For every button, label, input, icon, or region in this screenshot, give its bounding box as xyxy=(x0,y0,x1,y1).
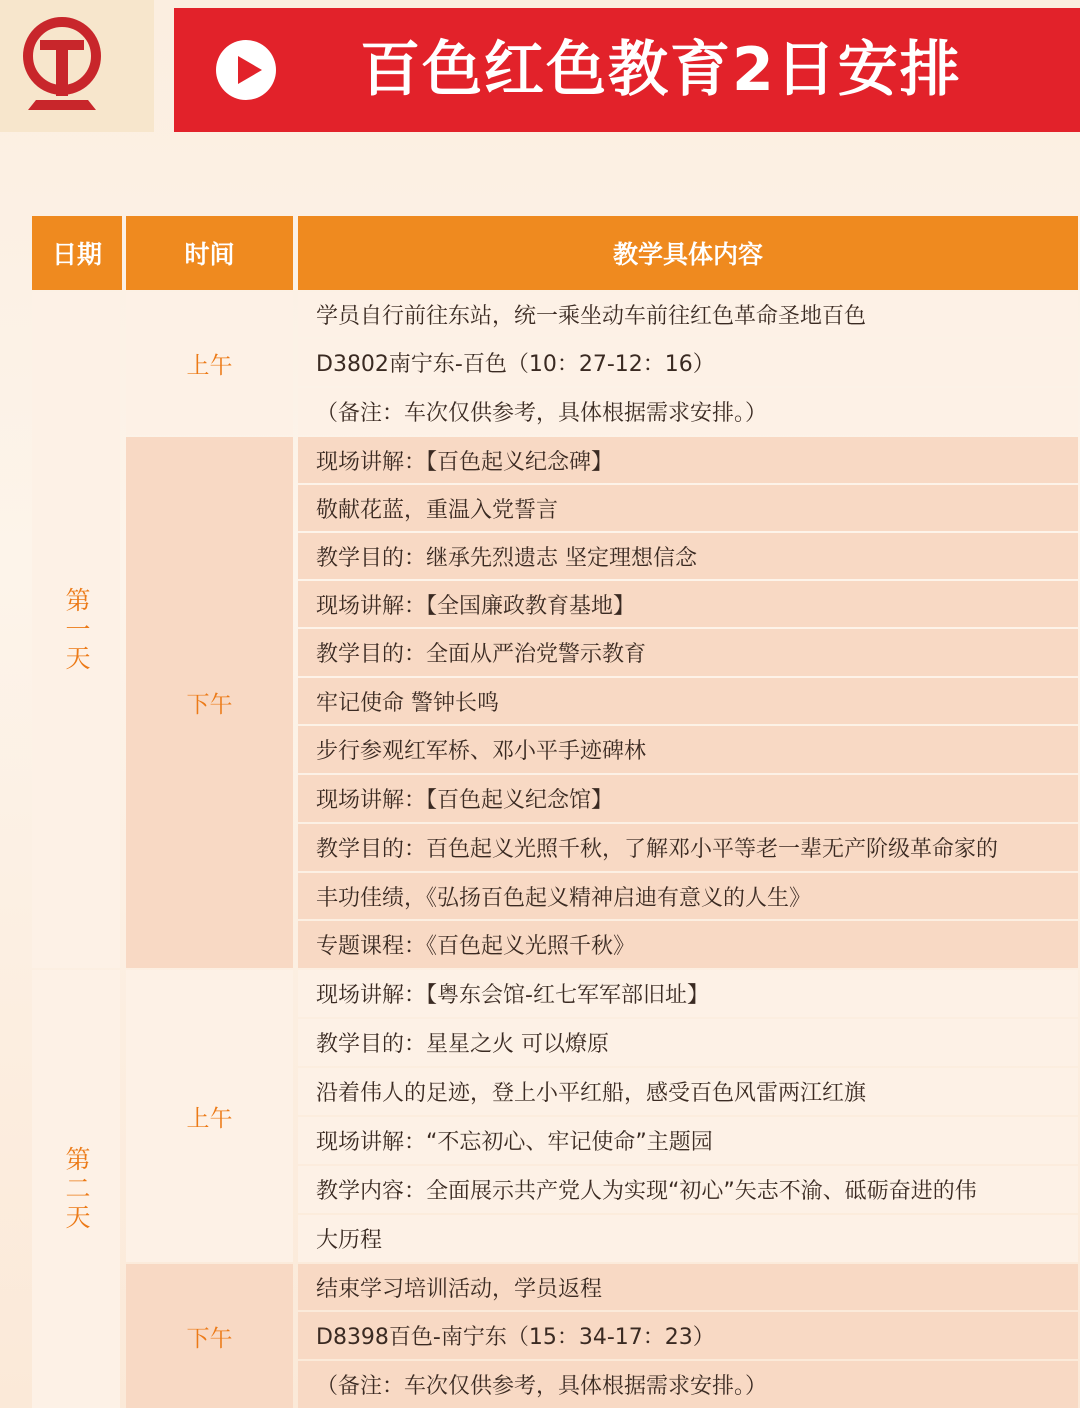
content-row: 现场讲解：“不忘初心、牢记使命”主题园 xyxy=(298,1117,1078,1164)
day-2-cell xyxy=(32,970,120,1408)
header-content: 教学具体内容 xyxy=(298,216,1078,290)
header-date: 日期 xyxy=(32,216,122,290)
content-row: 教学目的：百色起义光照千秋，了解邓小平等老一辈无产阶级革命家的 xyxy=(298,824,1078,871)
content-row: 敬献花蓝，重温入党誓言 xyxy=(298,485,1078,531)
content-row: 现场讲解：【百色起义纪念馆】 xyxy=(298,775,1078,822)
content-row: 现场讲解：【粤东会馆-红七军军部旧址】 xyxy=(298,970,1078,1017)
day-1-label: 第一天 xyxy=(62,586,91,674)
header-time: 时间 xyxy=(126,216,293,290)
period-label: 上午 xyxy=(186,1105,233,1132)
content-row: 牢记使命 警钟长鸣 xyxy=(298,678,1078,724)
logo-area xyxy=(0,0,154,132)
period-label: 下午 xyxy=(186,692,233,718)
schedule-table xyxy=(32,216,1078,1408)
content-row: 沿着伟人的足迹，登上小平红船，感受百色风雷两江红旗 xyxy=(298,1068,1078,1115)
content-row: （备注：车次仅供参考，具体根据需求安排。） xyxy=(298,1361,1078,1408)
content-row: 步行参观红军桥、邓小平手迹碑林 xyxy=(298,726,1078,773)
play-icon xyxy=(216,40,276,100)
period-label: 上午 xyxy=(186,353,233,379)
content-row: 丰功佳绩，《弘扬百色起义精神启迪有意义的人生》 xyxy=(298,873,1078,919)
day-1-afternoon-cell xyxy=(126,437,293,968)
period-label: 下午 xyxy=(186,1325,233,1352)
content-row: 学员自行前往东站，统一乘坐动车前往红色革命圣地百色 xyxy=(298,292,1078,337)
day-2-afternoon-cell xyxy=(126,1264,293,1408)
content-row: 教学目的：全面从严治党警示教育 xyxy=(298,629,1078,676)
day-1-morning-cell xyxy=(126,292,293,435)
title-banner xyxy=(174,8,1080,132)
railway-logo-icon xyxy=(18,16,106,114)
content-row: 专题课程：《百色起义光照千秋》 xyxy=(298,921,1078,968)
content-row: 大历程 xyxy=(298,1215,1078,1262)
content-row: 现场讲解：【全国廉政教育基地】 xyxy=(298,581,1078,627)
content-row: 教学目的：星星之火 可以燎原 xyxy=(298,1019,1078,1066)
page-title: 百色红色教育2日安排 xyxy=(360,35,962,105)
content-row: 教学目的：继承先烈遗志 坚定理想信念 xyxy=(298,533,1078,579)
content-row: 教学内容：全面展示共产党人为实现“初心”矢志不渝、砥砺奋进的伟 xyxy=(298,1166,1078,1213)
day-2-label: 第二天 xyxy=(62,1145,91,1233)
day-1-cell xyxy=(32,292,120,968)
content-row: （备注：车次仅供参考，具体根据需求安排。） xyxy=(298,388,1078,435)
content-row: D3802南宁东-百色（10：27-12：16） xyxy=(298,339,1078,386)
content-row: 现场讲解：【百色起义纪念碑】 xyxy=(298,437,1078,483)
content-row: D8398百色-南宁东（15：34-17：23） xyxy=(298,1312,1078,1359)
content-row: 结束学习培训活动，学员返程 xyxy=(298,1264,1078,1310)
day-2-morning-cell xyxy=(126,970,293,1262)
